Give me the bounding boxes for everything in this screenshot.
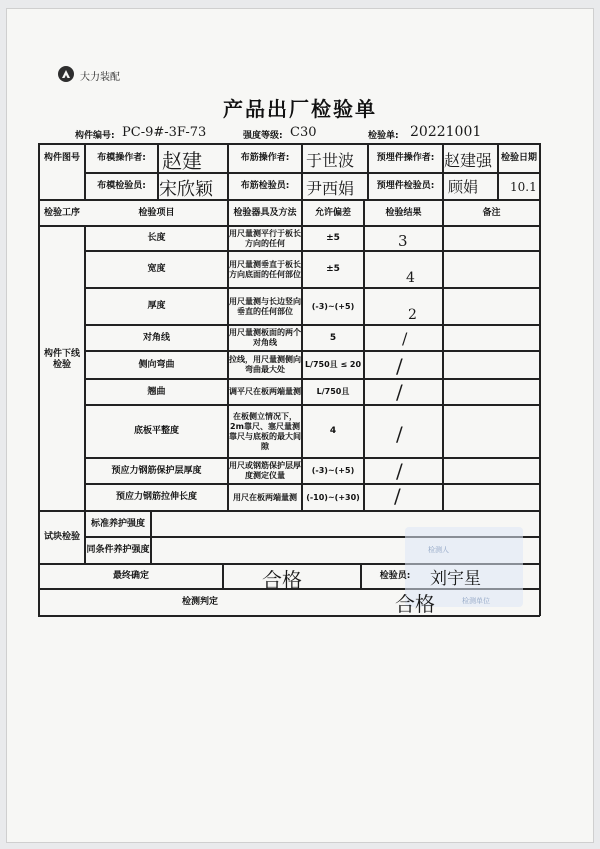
grid-line (360, 563, 362, 589)
row-item: 长度 (147, 233, 166, 243)
grid-line (38, 615, 540, 617)
row-tolerance: 5 (329, 332, 337, 343)
embed-operator-label: 预埋件操作者: (376, 153, 435, 163)
rebar-operator-label: 布筋操作者: (240, 153, 290, 163)
final-label: 最终确定 (112, 571, 149, 581)
inspection-no-label: 检验单: (368, 131, 399, 141)
same-curing-label: 同条件养护强度 (86, 545, 150, 555)
embed-inspector-value: 顾娟 (448, 178, 479, 196)
row-item: 宽度 (147, 264, 166, 274)
component-no-label: 构件编号: (75, 131, 115, 141)
row-method: 拉线，用尺量测侧向弯曲最大处 (229, 355, 301, 374)
row-method: 用尺量测垂直于板长方向底面的任何部位 (229, 259, 301, 279)
row-method: 调平尺在板两端量测 (229, 387, 301, 396)
mold-inspector-value: 宋欣颖 (159, 179, 213, 200)
row-result: / (396, 354, 403, 378)
grid-line (150, 510, 152, 563)
component-no-value: PC-9#-3F-73 (122, 125, 207, 140)
row-method: 用尺或钢筋保护层厚度测定仪量 (229, 461, 301, 480)
page-title: 产品出厂检验单 (223, 97, 377, 121)
row-tolerance: (-3)~(+5) (311, 466, 355, 475)
row-result: 3 (398, 232, 408, 250)
row-item: 翘曲 (147, 386, 166, 397)
row-item: 侧向弯曲 (138, 359, 175, 370)
rebar-inspector-value: 尹西娟 (306, 179, 355, 198)
mold-inspector-label: 布模检验员: (97, 181, 146, 191)
judgement-label: 检测判定 (181, 597, 218, 607)
section-process-label: 构件下线检验 (43, 349, 80, 370)
final-value: 合格 (262, 568, 302, 592)
col-header-remark: 备注 (482, 207, 501, 218)
stamp-text: 检测单位 (462, 597, 490, 605)
embed-operator-value: 赵建强 (444, 151, 493, 170)
mold-operator-label: 布模操作者: (97, 153, 146, 163)
row-result: / (396, 459, 403, 483)
logo-icon (58, 66, 74, 82)
row-tolerance: L/750且 (316, 387, 350, 396)
grid-line (442, 199, 444, 511)
row-item: 预应力钢筋保护层厚度 (111, 465, 202, 476)
col-header-method: 检验器具及方法 (233, 207, 297, 218)
row-method: 在板侧立情况下，2m靠尺、塞尺量测靠尺与底板的最大间隙 (229, 411, 301, 451)
grid-line (222, 563, 224, 589)
row-result: / (396, 422, 403, 446)
grid-line (539, 143, 541, 616)
rebar-operator-value: 于世波 (306, 151, 355, 170)
embed-inspector-label: 预埋件检验员: (376, 181, 435, 191)
row-item: 厚度 (147, 301, 166, 311)
row-tolerance: ±5 (326, 233, 340, 243)
row-method: 用尺量测与长边竖向垂直的任何部位 (229, 296, 301, 316)
col-header-process: 检验工序 (43, 207, 80, 218)
row-result: / (394, 484, 401, 508)
drawing-no-label: 构件图号 (43, 153, 80, 163)
row-result: 4 (406, 270, 415, 286)
row-method: 用尺在板两端量测 (233, 492, 297, 502)
stamp-text: 检测人 (428, 546, 449, 554)
row-tolerance: (-10)~(+30) (306, 492, 360, 502)
col-header-result: 检验结果 (385, 207, 422, 218)
rebar-inspector-label: 布筋检验员: (240, 181, 290, 191)
row-tolerance: (-3)~(+5) (311, 301, 355, 311)
row-item: 底板平整度 (133, 426, 179, 436)
row-tolerance: ±5 (326, 264, 340, 274)
row-item: 预应力钢筋拉伸长度 (115, 492, 197, 502)
row-result: / (396, 380, 403, 404)
test-block-label: 试块检验 (43, 532, 80, 542)
row-tolerance: 4 (329, 426, 337, 436)
inspection-no-value: 20221001 (410, 124, 482, 140)
logo-text: 大力装配 (80, 72, 120, 83)
row-result: / (402, 329, 408, 348)
col-header-tolerance: 允许偏差 (314, 207, 351, 218)
grid-line (363, 199, 365, 511)
row-result: 2 (408, 307, 417, 323)
mold-operator-value: 赵建 (162, 149, 202, 173)
row-method: 用尺量测板面的两个对角线 (229, 328, 301, 347)
col-header-item: 检验项目 (138, 207, 175, 218)
judgement-value: 合格 (395, 592, 435, 616)
inspection-date-value: 10.1 (510, 180, 537, 194)
final-inspector-label: 检验员: (379, 571, 411, 581)
strength-value: C30 (290, 125, 317, 140)
row-method: 用尺量测平行于板长方向的任何 (229, 228, 301, 248)
final-inspector-value: 刘宇星 (430, 569, 481, 589)
strength-label: 强度等级: (243, 131, 283, 141)
inspection-date-label: 检验日期 (500, 153, 537, 163)
grid-line (301, 143, 303, 200)
std-curing-label: 标准养护强度 (90, 518, 145, 529)
row-tolerance: L/750且 ≤ 20 (304, 360, 362, 369)
row-item: 对角线 (142, 332, 170, 343)
